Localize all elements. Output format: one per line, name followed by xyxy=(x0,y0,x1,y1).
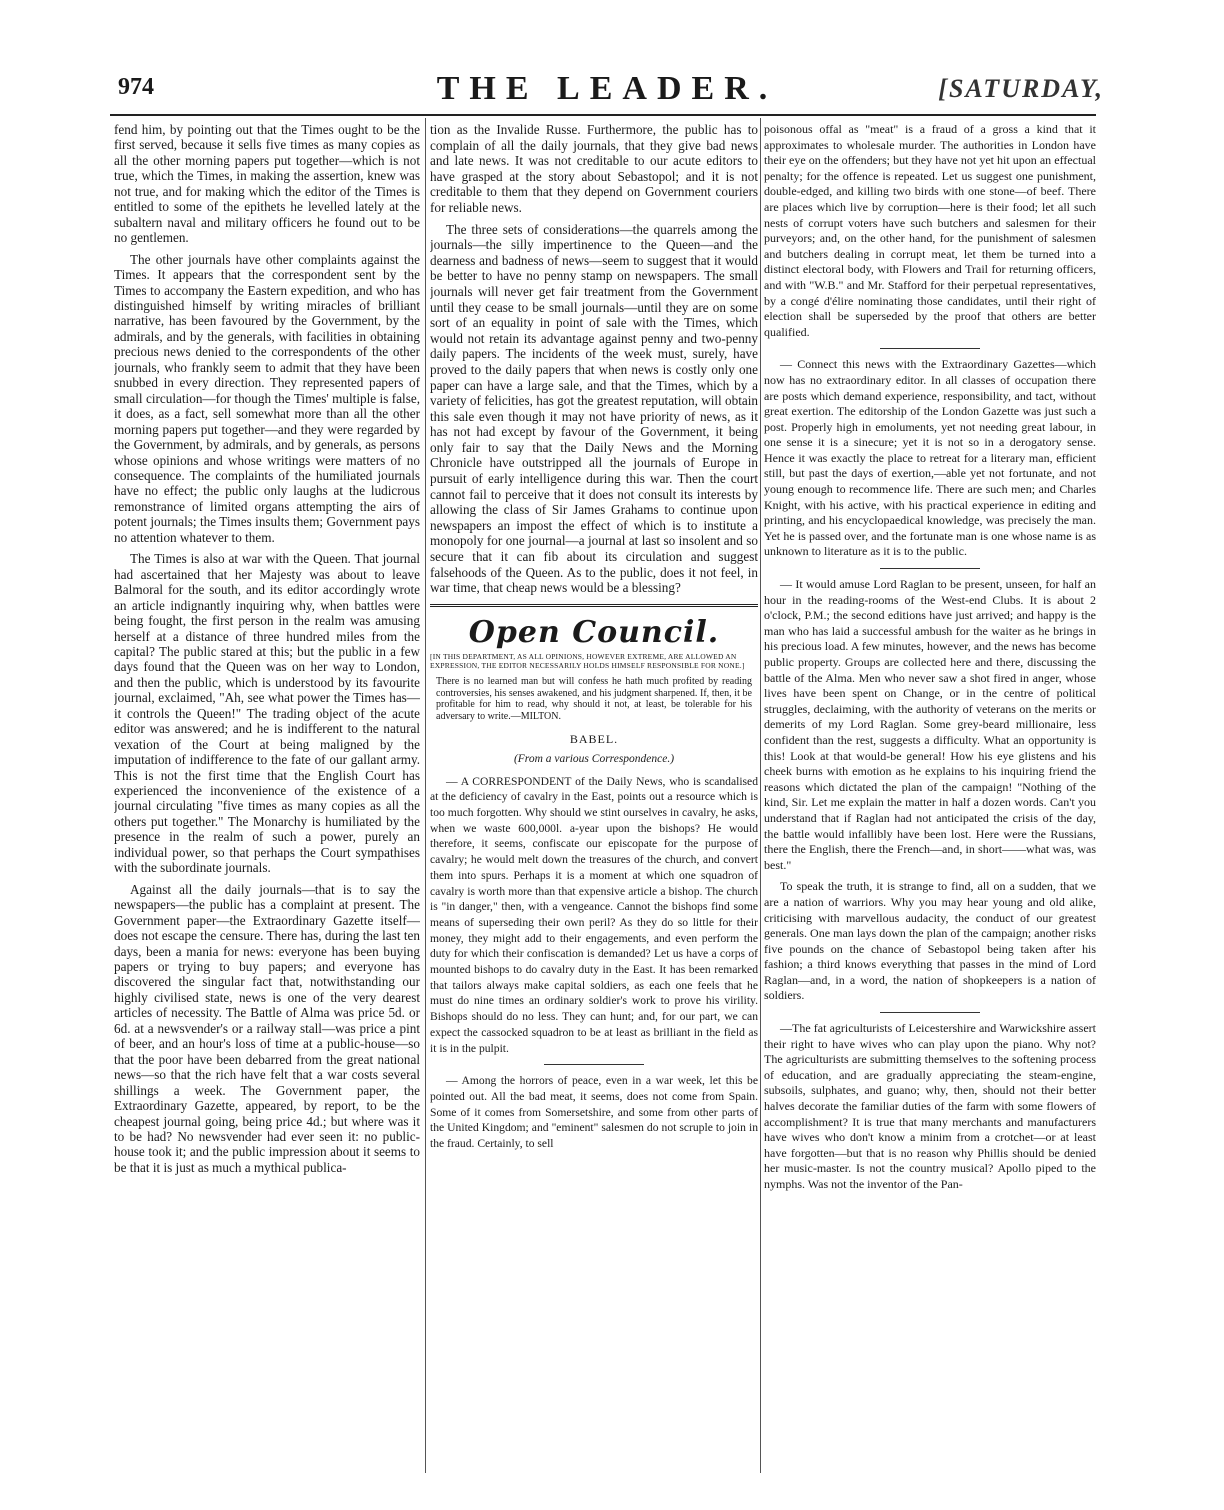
paragraph-separator xyxy=(880,1012,980,1013)
dateline: [SATURDAY, xyxy=(938,74,1104,103)
babel-paragraph: — A CORRESPONDENT of the Daily News, who is scandalised at the deficiency of cavalry in the East, points out a resource which is too much forgotten. Why should we stint ourselves in cavalry, he asks, when we waste 600,000l. a-year upon the bishops? He would therefore, it seems, confiscate our episcopate for the purpose of cavalry; he would melt down the treasures of the church, and convert them into spurs. Perhaps it is a moment at which one squadron of cavalry is worth more than that expensive article a bishop. The church is "in danger," then, with a vengeance. Cannot the bishops find some means of superseding their own peril? As they do so little for their money, they might add to their engagements, and even perform the duty for which their confiscation is demanded? Let us have a corps of mounted bishops to do cavalry duty in the East. It has been remarked that tailors always make capital soldiers, as each one feels that he must do nine times an ordinary soldier's work to prove his virility. Bishops should do no less. They can hunt; and, for our part, we can expect the cassocked squadron to be at least as brilliant in the field as it is in the pulpit. xyxy=(430,774,758,1055)
col3-paragraph: —The fat agriculturists of Leicestershire and Warwickshire assert their right to have wives who can play upon the piano. Why not? The agriculturists are submitting themselves to the softening process of education, and are gradually appreciating the steam-engine, subsoils, sulphates, and guano; why, then, should not their better halves decorate the familiar duties of the farm with some flowers of accomplishment? It is true that many merchants and manufacturers have wives who don't know a minim from a crotchet—or at least have forgotten—but that is no reason why Phillis should be denied her music-master. Is not the country musical? Apollo piped to the nymphs. Was not the inventor of the Pan- xyxy=(764,1021,1096,1191)
open-council-heading: Open Council. xyxy=(468,614,720,650)
col1-paragraph: The Times is also at war with the Queen. That journal had ascertained that her Majesty was about to leave Balmoral for the south, and its editor accordingly wrote an article indignantly inquiring why, when battles were being fought, the first person in the realm was amusing herself at a distance of three hundred miles from the capital? The public stared at this; but the public in a few days found that the Queen was on her way to London, and then the public, which is understood by its favourite journal, exclaimed, "Ah, see what power the Times has—it controls the Queen!" The trading object of the acute editor was answered; and he is indifferent to the natural vexation of the Court at being maligned by the imputation of indifference to the fate of our gallant army. This is not the first time that the English Court has experienced the inconvenience of the existence of a journal circulating "five times as many copies as all the others put together." The Monarchy is humiliated by the presence in the realm of such a power, purely an individual power, so that perhaps the Court sympathises with the subordinate journals. xyxy=(114,551,420,876)
col2-paragraph: tion as the Invalide Russe. Furthermore, the public has to complain of all the daily journals, that they give bad news and late news. It was not creditable to our acute editors to have grasped at the story about Sebastopol; and it is not creditable to them that they depend on Government couriers for reliable news. xyxy=(430,122,758,215)
paragraph-separator xyxy=(880,348,980,349)
col1-paragraph: Against all the daily journals—that is to say the newspapers—the public has a complaint at present. The Government paper—the Extraordinary Gazette itself—does not escape the censure. There has, during the last ten days, been a mania for news: everyone has been buying papers or trying to buy papers; and everyone has discovered the singular fact that, notwithstanding our highly civilised state, news is one of the very dearest articles of necessity. The Battle of Alma was price 5d. or 6d. at a newsvender's or a railway stall—was price a pint of beer, and an hour's loss of time at a public-house—so that the poor have been debarred from the great national news—so that the rich have felt that a war costs several shillings a week. The Government paper, the Extraordinary Gazette, appeared, by report, to be the cheapest journal going, being price 4d.; but where was it to be had? No newsvender had ever seen it: no public-house took it; and the public impression about it seems to be that it is just as much a mythical publica- xyxy=(114,881,420,1175)
col1-paragraph: The other journals have other complaints against the Times. It appears that the correspondent sent by the Times to accompany the Eastern expedition, and who has distinguished himself by writing miracles of brilliant narrative, has been favoured by the Government, by the admirals, and by the generals, with facilities in obtaining precious news denied to the correspondents of the other journals, who frankly seem to admit that they have been snubbed in every direction. They represented papers of small circulation—for though the Times' multiple is false, it does, as a fact, sell somewhat more than all the other morning papers put together—and they were regarded by the Government, by admirals, and by generals, as persons whose opinions and whose writings were matters of no consequence. The complaints of the humiliated journals have no effect; the public only laughs at the ludicrous remonstrance of limited organs attempting the airs of potent journals; the Times insults them; Government pays no attention whatever to them. xyxy=(114,251,420,545)
column-divider-2 xyxy=(760,118,761,1473)
section-rule xyxy=(430,604,758,607)
page-number: 974 xyxy=(118,74,154,100)
column-1 xyxy=(114,122,420,1472)
open-council-disclaimer: [IN THIS DEPARTMENT, AS ALL OPINIONS, HOWEVER EXTREME, ARE ALLOWED AN EXPRESSION, THE EDITOR NECESSARILY HOLDS HIMSELF RESPONSIBLE FOR NONE.] xyxy=(430,652,745,671)
header-rule xyxy=(110,114,1096,116)
column-3 xyxy=(764,122,1096,1472)
col2-paragraph: The three sets of considerations—the quarrels among the journals—the silly impertinence to the Queen—and the dearness and badness of news—seem to suggest that it would be better to have no penny stamp on newspapers. The small journals will never get fair treatment from the Government until they cease to be small journals—until they are on some sort of an equality in point of sale with the Times, which would not retain its advantage against penny and two-penny daily papers. The incidents of the week must, surely, have proved to the daily papers that when news is costly only one paper can have a large sale, and that the Times, which by a variety of felicities, has got the greatest reputation, will obtain this sale even though it may not have priority of news, as it has not had except by favour of the Government, it being only fair to say that the Daily News and the Morning Chronicle have outstripped all the journals of Europe in pursuit of early intelligence during this war. Then the court cannot fail to perceive that it does not consult its interests by allowing the class of Sir James Grahams to continue upon newspapers an impost the effect of which is to institute a monopoly for one journal—a journal at last so insolent and so secure that it can fib about its circulation and suggest falsehoods of the Queen. As to the public, does it not feel, in war time, that cheap news would be a blessing? xyxy=(430,221,758,596)
col3-paragraph: poisonous offal as "meat" is a fraud of a gross a kind that it approximates to wholesale murder. The authorities in London have their eye on the offenders; but they have not yet hit upon an effectual penalty; for the offence is repeated. Let us suggest one punishment, double-edged, and killing two birds with one stone—of beef. There are places which live by corruption—here is their food; let all such nests of corrupt voters have such butchers and salesmen for their purveyors; and, on the other hand, for the punishment of salesmen and butchers dealing in corrupt meat, let them be turned into a distinct electoral body, with Flowers and Trail for returning officers, and with "W.B." and Mr. Stafford for their perpetual representatives, by a congé d'élire nominating those candidates, until their right of election shall be superseded by the proof that others are better qualified. xyxy=(764,122,1096,339)
col1-paragraph: fend him, by pointing out that the Times ought to be the first served, because it sells five times as many copies as all the other morning papers put together—which is not true, which the Times, in making the assertion, knew was not true, and for making which the editor of the Times is entitled to some of the epithets he levelled lately at the subaltern naval and military officers he found out to be no gentlemen. xyxy=(114,122,420,246)
open-council-epigraph: There is no learned man but will confess he hath much profited by reading controversies, his senses awakened, and his judgment sharpened. If, then, it be profitable for him to read, why should it not, at least, be tolerable for his adversary to write.—MILTON. xyxy=(436,676,752,722)
babel-heading: BABEL. xyxy=(569,732,619,747)
col3-paragraph: — Connect this news with the Extraordinary Gazettes—which now has no extraordinary editor. In all classes of occupation there are posts which demand experience, responsibility, and tact, without great exertion. The editorship of the London Gazette was just such a post. Properly high in emoluments, yet not needing great labour, in one sense it is a sinecure; yet it is not so in a derogatory sense. Hence it was exactly the place to retreat for a literary man, efficient still, but past the days of exertion,—able yet not fortunate, and not young enough to recommence life. There are such men; and Charles Knight, with his active, with his practical experience in editing and printing, and his encyclopaedical knowledge, was precisely the man. Yet he is passed over, and the fortunate man is one whose name is as unknown to literature as it is to the public. xyxy=(764,357,1096,559)
column-divider-1 xyxy=(425,118,426,1473)
masthead-title: THE LEADER. xyxy=(436,70,778,107)
col3-paragraph: To speak the truth, it is strange to find, all on a sudden, that we are a nation of warriors. Why you may hear young and old alike, criticising with marvellous audacity, the conduct of our greatest generals. One man lays down the plan of the campaign; another risks five pounds on the chance of Sebastopol being taken after his fashion; a third knows everything that passes in the mind of Lord Raglan—and, in a word, the nation of shopkeepers is a nation of soldiers. xyxy=(764,879,1096,1003)
col3-paragraph: — It would amuse Lord Raglan to be present, unseen, for half an hour in the reading-rooms of the West-end Clubs. It is about 2 o'clock, P.M.; the second editions have just arrived; and happy is the man who has laid a successful ambush for the waiter as he brings in his precious load. A few minutes, however, and the news has become public property. Groups are collected here and there, discussing the battle of the Alma. Men who never saw a shot fired in anger, whose lives have been spent on Change, or in the centre of political struggles, declaiming, with the authority of veterans on the merits or demerits of my Lord Raglan. Some grey-beard millionaire, less confident than the rest, suggests a difficulty. What an opportunity is this! Look at that would-be general! How his eye glistens and his cheek burns with emotion as he explains to his inquiring friend the reasons which dictated the plan of the campaign! "Nothing of the kind, Sir. Let me explain the matter in half a dozen words. Can't you understand that if Raglan had not anticipated the crisis of the day, the battle would infallibly have been lost. Here were the Russians, there the English, there the French—and, in short——what was, was best." xyxy=(764,577,1096,872)
column-2 xyxy=(430,122,758,1472)
babel-paragraph: — Among the horrors of peace, even in a war week, let this be pointed out. All the bad meat, it seems, does not come from Spain. Some of it comes from Somersetshire, and some from other parts of the United Kingdom; and "eminent" salesmen do not scruple to join in the fraud. Certainly, to sell xyxy=(430,1074,758,1151)
page-header xyxy=(110,70,1104,110)
paragraph-separator xyxy=(544,1064,644,1065)
paragraph-separator xyxy=(880,568,980,569)
babel-subtitle: (From a various Correspondence.) xyxy=(513,753,675,765)
